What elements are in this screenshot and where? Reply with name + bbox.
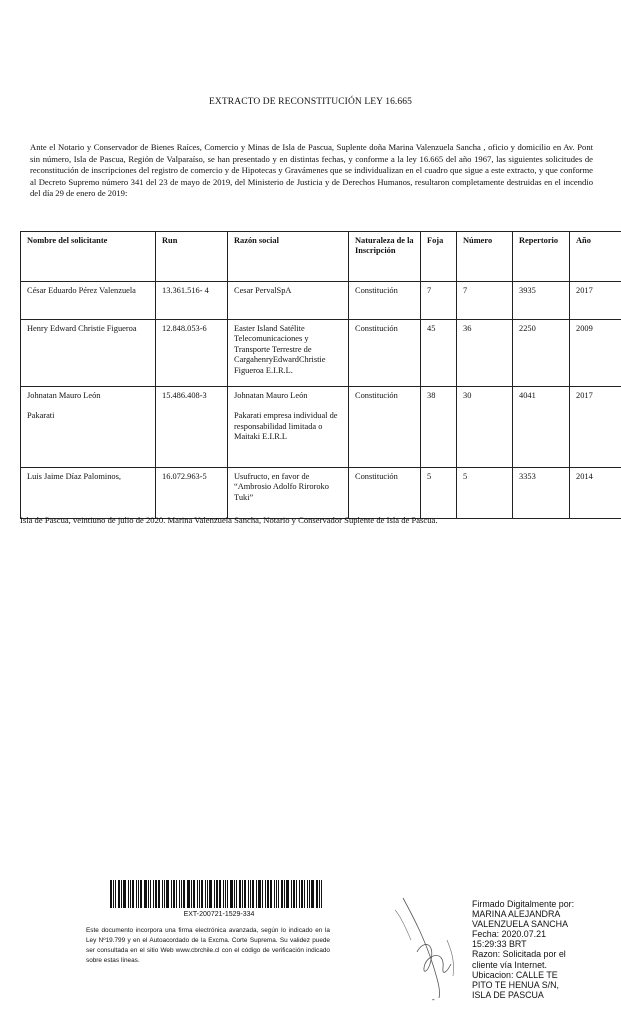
cell-razon xyxy=(228,468,349,519)
table-row xyxy=(21,282,621,320)
cell-run: 12.848.053-6 xyxy=(156,320,228,387)
digital-signature-line: Fecha: 2020.07.21 xyxy=(472,929,547,940)
cell-nombre xyxy=(21,320,156,387)
barcode-image xyxy=(110,880,328,908)
header-numero: Número xyxy=(457,232,513,282)
nombre-text: Pakarati xyxy=(27,411,55,421)
digital-signature-line: VALENZUELA SANCHA xyxy=(472,919,569,930)
cell-run: 15.486.408-3 xyxy=(156,387,228,468)
table-row xyxy=(21,320,621,387)
cell-naturaleza: Constitución xyxy=(349,387,421,468)
cell-anio: 2017 xyxy=(570,282,621,320)
cell-numero: 30 xyxy=(457,387,513,468)
cell-foja: 5 xyxy=(421,468,457,519)
digital-signature-line: Ubicacion: CALLE TE xyxy=(472,969,558,980)
cell-repertorio: 4041 xyxy=(513,387,570,468)
digital-signature-block xyxy=(472,899,621,1000)
cell-nombre xyxy=(21,387,156,468)
intro-paragraph: Ante el Notario y Conservador de Bienes Raíces, Comercio y Minas de Isla de Pascua, Suplente doña Marina Valenzuela Sancha , oficio y domicilio en Av. Pont sin número, Isla de Pascua, Región de Valparaíso, se han presentado y en distintas fechas, y conforme a la ley 16.665 del año 1967, las siguientes solicitudes de reconstitución de inscripciones del registro de comercio y de Hipotecas y Gravámenes que se individualizan en el cuadro que sigue a este extracto, y que conforme al Decreto Supremo número 341 del 23 de mayo de 2019, del Ministerio de Justicia y de Derechos Humanos, resultaron completamente destruidas en el incendio del día 29 de enero de 2019: xyxy=(30,142,593,199)
nombre-text: Luis Jaime Díaz Palominos, xyxy=(27,472,121,481)
cell-anio: 2014 xyxy=(570,468,621,519)
electronic-signature-notice: Este documento incorpora una firma electrónica avanzada, según lo indicado en la Ley Nº19.799 y en el Autoacordado de la Excma. Corte Suprema. Su validez puede ser consultada en el sitio Web www.cbrchile.cl con el código de verificación indicado sobre estas líneas. xyxy=(86,927,330,964)
table-header-row xyxy=(21,232,621,282)
handwritten-signature xyxy=(385,880,475,1005)
table-row xyxy=(21,468,621,519)
cell-naturaleza: Constitución xyxy=(349,468,421,519)
header-repertorio: Repertorio xyxy=(513,232,570,282)
digital-signature-line: Firmado Digitalmente por: xyxy=(472,899,575,909)
cell-nombre xyxy=(21,282,156,320)
header-anio: Año xyxy=(570,232,621,282)
cell-razon xyxy=(228,320,349,387)
razon-text: Pakarati empresa individual de responsabilidad limitada o Maitaki E.I.R.L xyxy=(234,411,338,442)
closing-statement: Isla de Pascua, veintiuno de julio de 2020. Marina Valenzuela Sancha, Notario y Conservador Suplente de Isla de Pascua. xyxy=(20,515,438,525)
table-row xyxy=(21,387,621,468)
digital-signature-line: Razon: Solicitada por el xyxy=(472,949,566,960)
razon-text: Easter Island Satélite Telecomunicaciones y Transporte Terrestre de CargahenryEdwardChristie Figueroa E.I.R.L. xyxy=(234,324,326,375)
digital-signature-line: cliente vía Internet. xyxy=(472,959,547,970)
cell-foja: 45 xyxy=(421,320,457,387)
digital-signature-line: 15:29:33 BRT xyxy=(472,939,527,950)
registry-table xyxy=(20,231,621,519)
header-foja: Foja xyxy=(421,232,457,282)
digital-signature-line: PITO TE HENUA S/N, xyxy=(472,979,559,990)
razon-text: Johnatan Mauro León xyxy=(234,391,308,400)
cell-foja: 7 xyxy=(421,282,457,320)
cell-naturaleza: Constitución xyxy=(349,320,421,387)
cell-foja: 38 xyxy=(421,387,457,468)
cell-repertorio: 3935 xyxy=(513,282,570,320)
document-title: EXTRACTO DE RECONSTITUCIÓN LEY 16.665 xyxy=(209,97,412,107)
cell-numero: 5 xyxy=(457,468,513,519)
header-naturaleza: Naturaleza de la Inscripción xyxy=(349,232,421,282)
nombre-text: Johnatan Mauro León xyxy=(27,391,101,400)
cell-run: 16.072.963-5 xyxy=(156,468,228,519)
cell-razon xyxy=(228,282,349,320)
signature-mark: - xyxy=(432,995,435,1004)
nombre-text: Henry Edward Christie Figueroa xyxy=(27,324,137,333)
razon-text: Cesar PervalSpA xyxy=(234,286,292,295)
barcode-number: EXT-200721-1529-334 xyxy=(183,911,255,918)
cell-razon xyxy=(228,387,349,468)
header-run: Run xyxy=(156,232,228,282)
digital-signature-line: ISLA DE PASCUA xyxy=(472,989,544,1000)
nombre-text: César Eduardo Pérez Valenzuela xyxy=(27,286,136,295)
cell-anio: 2009 xyxy=(570,320,621,387)
cell-naturaleza: Constitución xyxy=(349,282,421,320)
cell-nombre xyxy=(21,468,156,519)
cell-repertorio: 3353 xyxy=(513,468,570,519)
header-nombre: Nombre del solicitante xyxy=(21,232,156,282)
cell-run: 13.361.516- 4 xyxy=(156,282,228,320)
digital-signature-line: MARINA ALEJANDRA xyxy=(472,909,561,920)
cell-anio: 2017 xyxy=(570,387,621,468)
cell-numero: 7 xyxy=(457,282,513,320)
cell-numero: 36 xyxy=(457,320,513,387)
header-razon-social: Razón social xyxy=(228,232,349,282)
razon-text: Usufructo, en favor de “Ambrosio Adolfo Riroroko Tuki” xyxy=(234,472,329,502)
cell-repertorio: 2250 xyxy=(513,320,570,387)
